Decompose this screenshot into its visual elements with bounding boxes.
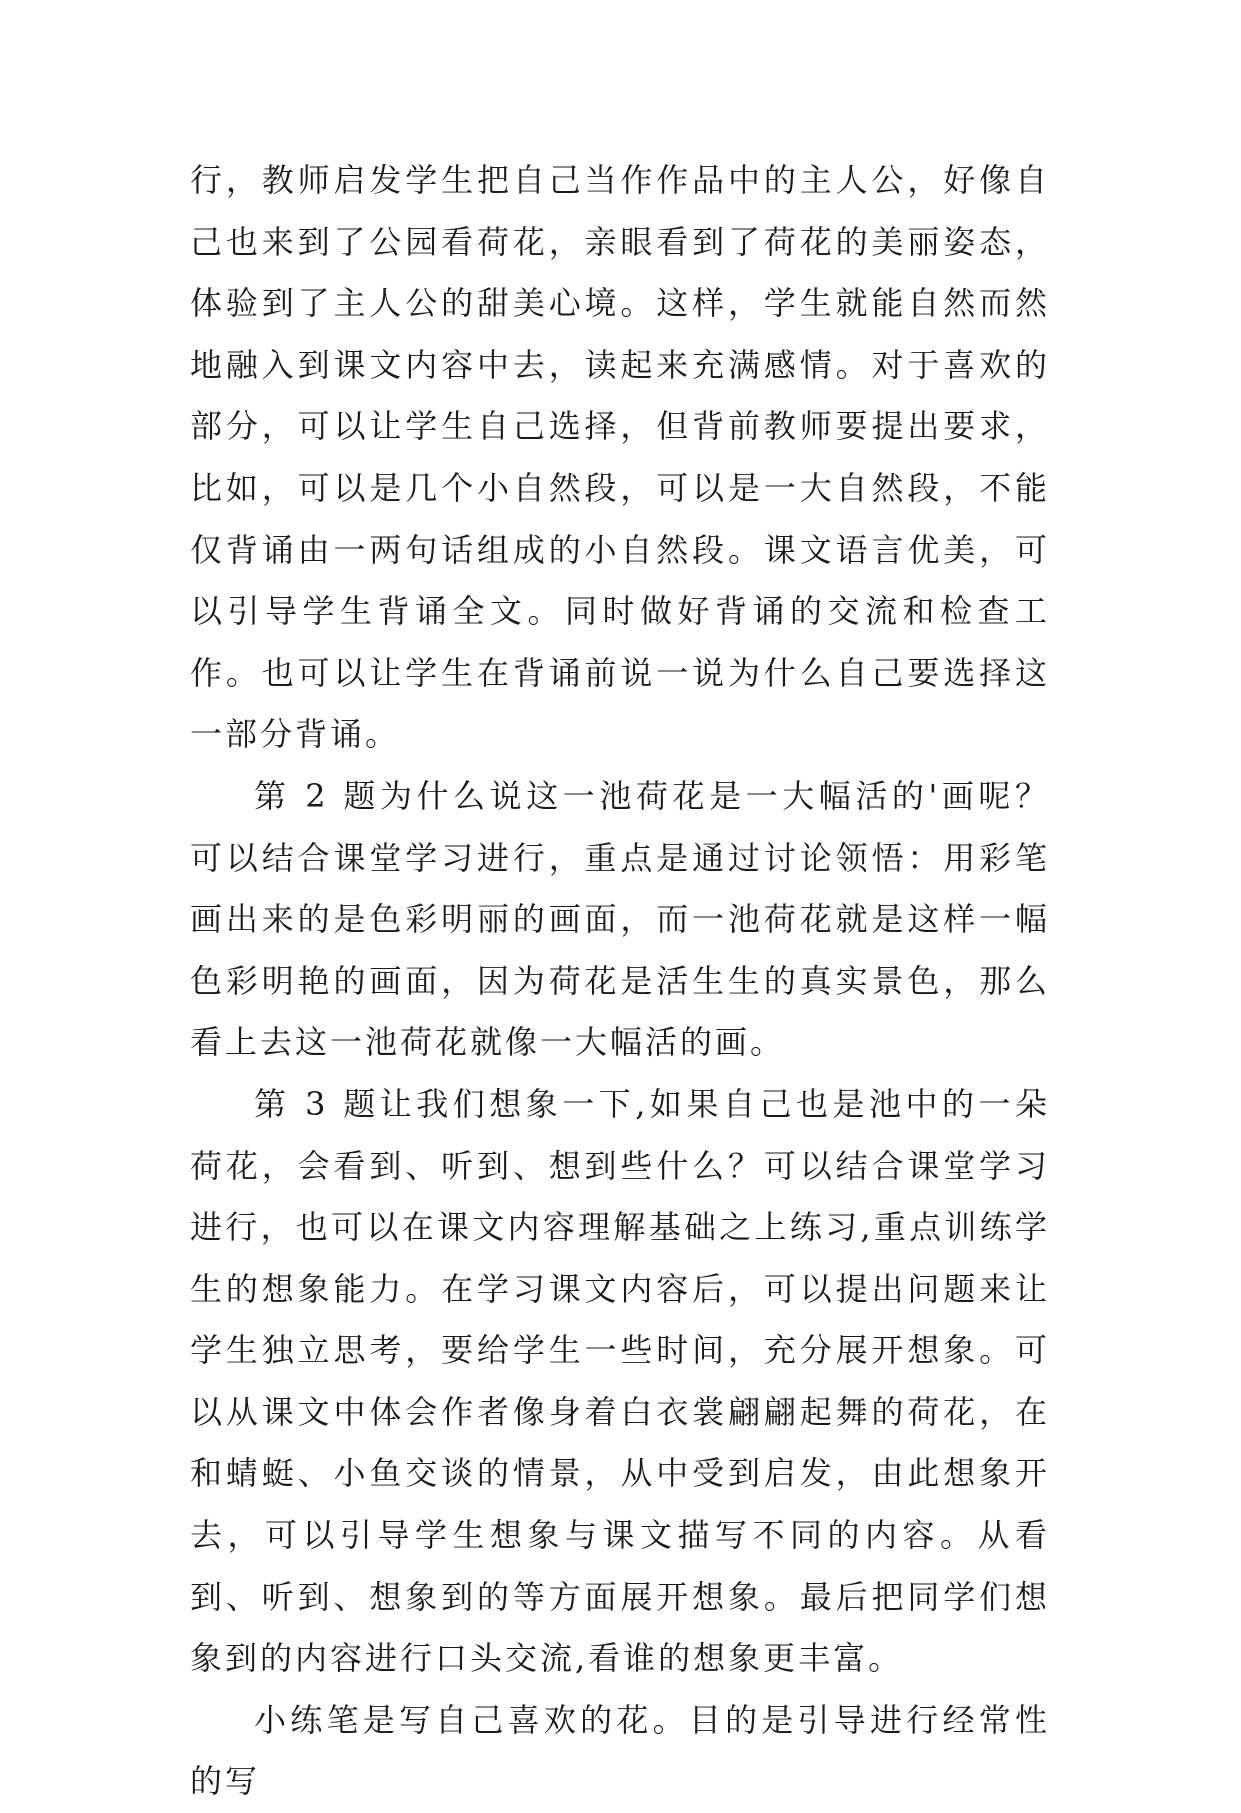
paragraph-2: 第 2 题为什么说这一池荷花是一大幅活的'画呢？可以结合课堂学习进行，重点是通过讨论领悟：用彩笔画出来的是色彩明丽的画面，而一池荷花就是这样一幅色彩明艳的画面，因为荷花是活生生的真实景色，那么看上去这一池荷花就像一大幅活的画。 (190, 776, 1050, 1062)
document-body (190, 150, 1050, 1813)
paragraph-4: 小练笔是写自己喜欢的花。目的是引导进行经常性的写 (190, 1700, 1050, 1801)
paragraph-1: 行，教师启发学生把自己当作作品中的主人公，好像自己也来到了公园看荷花，亲眼看到了荷花的美丽姿态，体验到了主人公的甜美心境。这样，学生就能自然而然地融入到课文内容中去，读起来充满感情。对于喜欢的部分，可以让学生自己选择，但背前教师要提出要求，比如，可以是几个小自然段，可以是一大自然段，不能仅背诵由一两句话组成的小自然段。课文语言优美，可以引导学生背诵全文。同时做好背诵的交流和检查工作。也可以让学生在背诵前说一说为什么自己要选择这一部分背诵。 (190, 161, 1050, 754)
paragraph-3: 第 3 题让我们想象一下,如果自己也是池中的一朵荷花，会看到、听到、想到些什么？可以结合课堂学习进行，也可以在课文内容理解基础之上练习,重点训练学生的想象能力。在学习课文内容后，可以提出问题来让学生独立思考，要给学生一些时间，充分展开想象。可以从课文中体会作者像身着白衣裳翩翩起舞的荷花，在和蜻蜓、小鱼交谈的情景，从中受到启发，由此想象开去，可以引导学生想象与课文描写不同的内容。从看到、听到、想象到的等方面展开想象。最后把同学们想象到的内容进行口头交流,看谁的想象更丰富。 (190, 1084, 1050, 1678)
